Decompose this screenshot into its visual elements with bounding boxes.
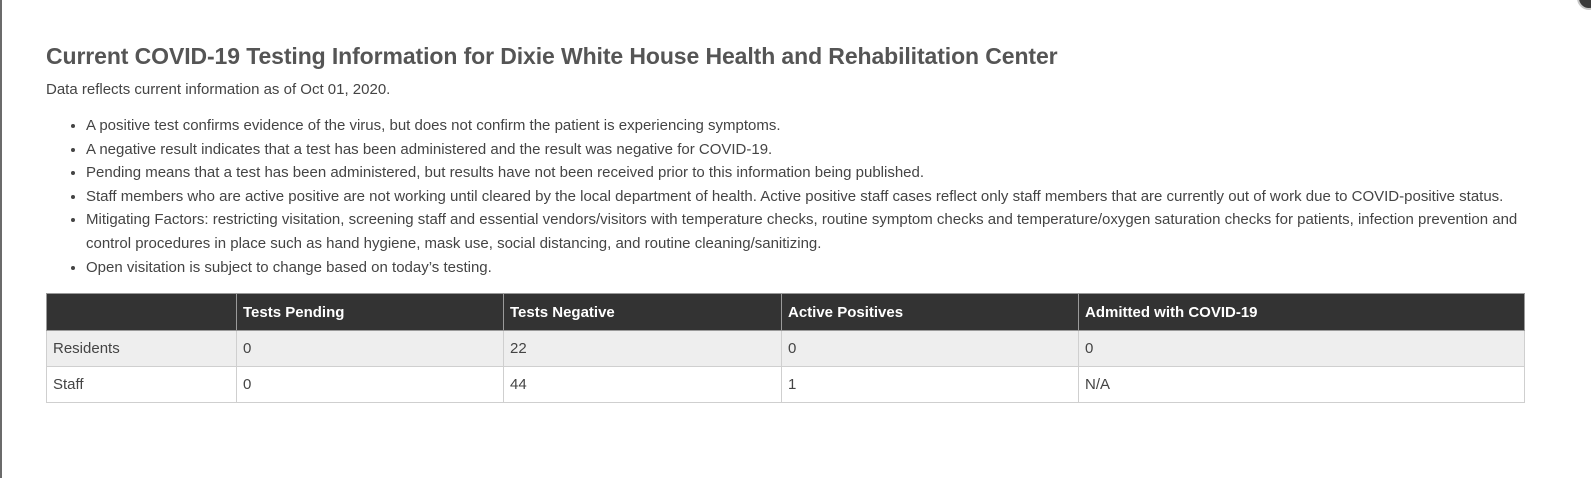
testing-info-panel bbox=[46, 40, 1524, 403]
table-cell: 0 bbox=[1079, 331, 1525, 367]
row-label-residents: Residents bbox=[47, 331, 237, 367]
column-header-active-positives: Active Positives bbox=[782, 294, 1079, 331]
table-cell: 0 bbox=[237, 367, 504, 403]
notes-list bbox=[46, 114, 1524, 279]
table-cell: 1 bbox=[782, 367, 1079, 403]
list-item: • Staff members who are active positive are not working until cleared by the local department of health. Active positive staff cases reflect only staff members that are currently out of work due to COVID-positive status. bbox=[86, 185, 1524, 209]
table-cell: 0 bbox=[782, 331, 1079, 367]
column-header-tests-pending: Tests Pending bbox=[237, 294, 504, 331]
list-item: • Pending means that a test has been administered, but results have not been received prior to this information being published. bbox=[86, 161, 1524, 185]
table-header-row bbox=[47, 294, 1525, 331]
column-header-blank bbox=[47, 294, 237, 331]
page-title: Current COVID-19 Testing Information for Dixie White House Health and Rehabilitation Center bbox=[46, 43, 1058, 69]
column-header-tests-negative: Tests Negative bbox=[504, 294, 782, 331]
table-cell: 22 bbox=[504, 331, 782, 367]
table-row bbox=[47, 367, 1525, 403]
close-icon[interactable] bbox=[1577, 0, 1591, 10]
list-item: • A positive test confirms evidence of the virus, but does not confirm the patient is experiencing symptoms. bbox=[86, 114, 1524, 138]
window-left-edge bbox=[0, 0, 2, 478]
table-row bbox=[47, 331, 1525, 367]
row-label-staff: Staff bbox=[47, 367, 237, 403]
table-cell: 0 bbox=[237, 331, 504, 367]
column-header-admitted-covid: Admitted with COVID-19 bbox=[1079, 294, 1525, 331]
list-item: • Mitigating Factors: restricting visitation, screening staff and essential vendors/visitors with temperature checks, routine symptom checks and temperature/oxygen saturation checks for patients, infection prevention and control procedures in place such as hand hygiene, mask use, social distancing, and routine cleaning/sanitizing. bbox=[86, 208, 1524, 255]
list-item: • Open visitation is subject to change based on today’s testing. bbox=[86, 256, 1524, 280]
table-cell: 44 bbox=[504, 367, 782, 403]
table-cell: N/A bbox=[1079, 367, 1525, 403]
testing-table bbox=[46, 293, 1525, 403]
list-item: • A negative result indicates that a test has been administered and the result was negative for COVID-19. bbox=[86, 138, 1524, 162]
as-of-text: Data reflects current information as of Oct 01, 2020. bbox=[46, 81, 391, 98]
